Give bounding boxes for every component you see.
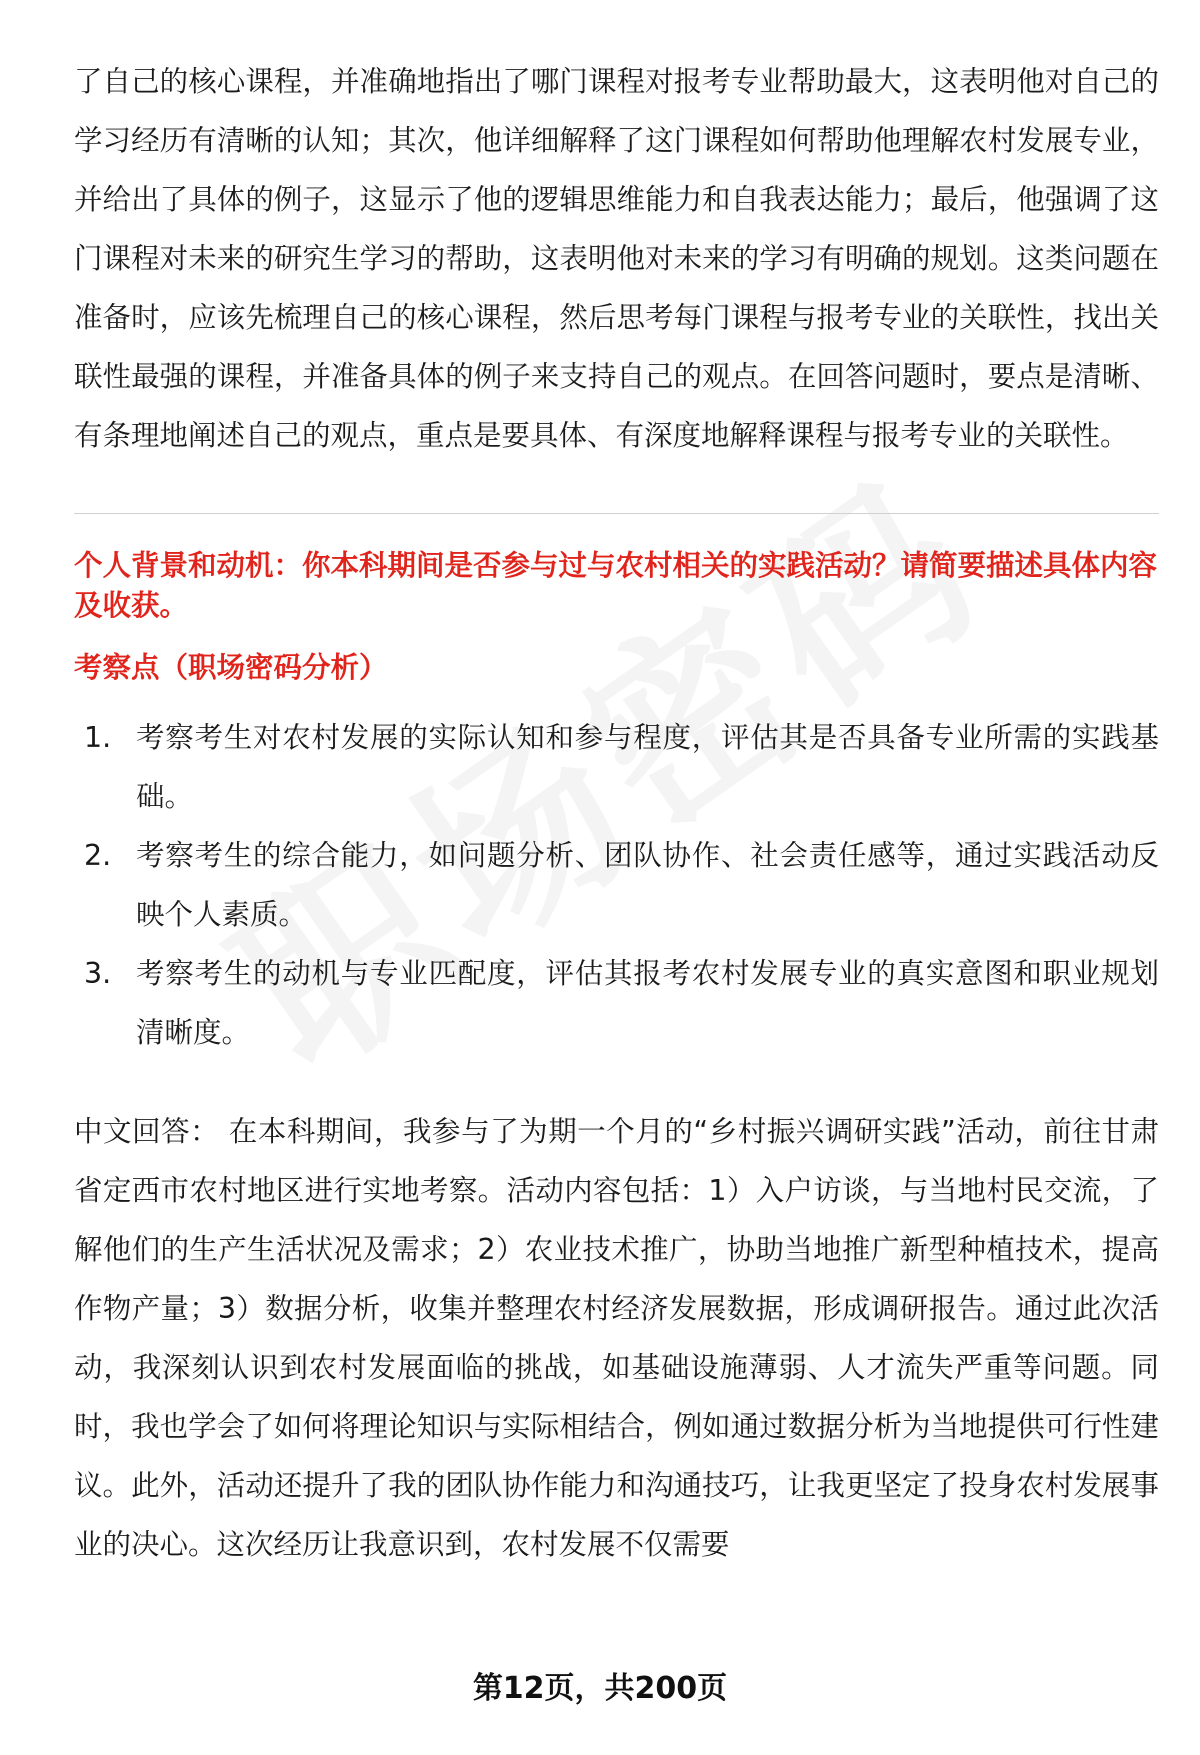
list-item-text: 考察考生对农村发展的实际认知和参与程度，评估其是否具备专业所需的实践基础。: [136, 721, 1159, 813]
question-heading: 个人背景和动机：你本科期间是否参与过与农村相关的实践活动？请简要描述具体内容及收获。: [74, 549, 1158, 622]
list-item-number: 1.: [84, 721, 112, 754]
intro-paragraph: 了自己的核心课程，并准确地指出了哪门课程对报考专业帮助最大，这表明他对自己的学习经历有清晰的认知；其次，他详细解释了这门课程如何帮助他理解农村发展专业，并给出了具体的例子，这显示了他的逻辑思维能力和自我表达能力；最后，他强调了这门课程对未来的研究生学习的帮助，这表明他对未来的学习有明确的规划。这类问题在准备时，应该先梳理自己的核心课程，然后思考每门课程与报考专业的关联性，找出关联性最强的课程，并准备具体的例子来支持自己的观点。在回答问题时，要点是清晰、有条理地阐述自己的观点，重点是要具体、有深度地解释课程与报考专业的关联性。: [74, 65, 1159, 452]
page-content: [74, 52, 1159, 1574]
page-footer: 第12页，共200页: [472, 1671, 728, 1706]
answer-paragraph: 中文回答： 在本科期间，我参与了为期一个月的“乡村振兴调研实践”活动，前往甘肃省定西市农村地区进行实地考察。活动内容包括：1）入户访谈，与当地村民交流，了解他们的生产生活状况及需求；2）农业技术推广，协助当地推广新型种植技术，提高作物产量；3）数据分析，收集并整理农村经济发展数据，形成调研报告。通过此次活动，我深刻认识到农村发展面临的挑战，如基础设施薄弱、人才流失严重等问题。同时，我也学会了如何将理论知识与实际相结合，例如通过数据分析为当地提供可行性建议。此外，活动还提升了我的团队协作能力和沟通技巧，让我更坚定了投身农村发展事业的决心。这次经历让我意识到，农村发展不仅需要: [74, 1115, 1159, 1561]
list-item-number: 2.: [84, 839, 112, 872]
list-item: [74, 708, 1159, 826]
assessment-list: [74, 708, 1159, 1062]
list-item-number: 3.: [84, 957, 112, 990]
list-item-text: 考察考生的动机与专业匹配度，评估其报考农村发展专业的真实意图和职业规划清晰度。: [136, 957, 1159, 1049]
list-item-text: 考察考生的综合能力，如问题分析、团队协作、社会责任感等，通过实践活动反映个人素质。: [136, 839, 1159, 931]
list-item: [74, 944, 1159, 1062]
assessment-heading: 考察点（职场密码分析）: [74, 651, 388, 684]
list-item: [74, 826, 1159, 944]
section-divider: [74, 513, 1159, 514]
